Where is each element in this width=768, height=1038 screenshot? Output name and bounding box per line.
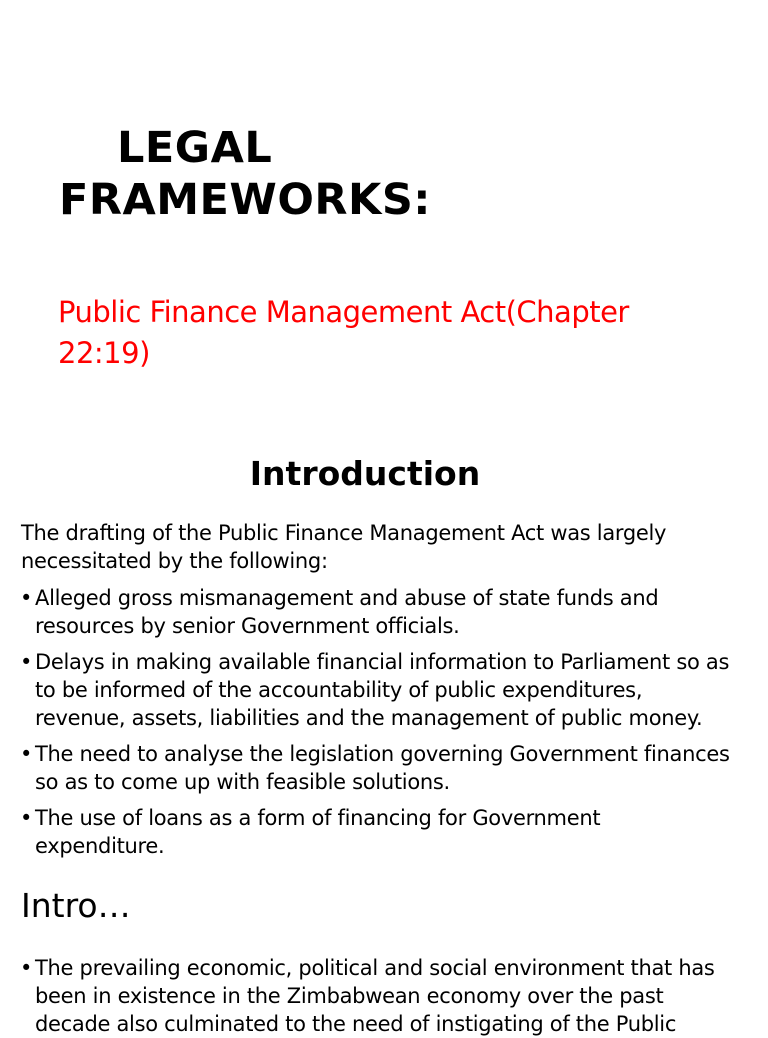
introduction-bullet-list (20, 584, 745, 868)
bullet-text-line1: The prevailing economic, political and social environment that has (35, 956, 715, 980)
bullet-text-line3: revenue, assets, liabilities and the management of public money. (35, 706, 703, 730)
bullet-icon: • (20, 650, 33, 674)
bullet-item-legislation (20, 740, 745, 796)
bullet-text-line2: been in existence in the Zimbabwean economy over the past (35, 984, 664, 1008)
introduction-paragraph-line1: The drafting of the Public Finance Management Act was largely (21, 521, 667, 545)
bullet-icon: • (20, 806, 33, 830)
slide-title (59, 122, 431, 226)
bullet-text-line1: The use of loans as a form of financing for Government (35, 806, 601, 830)
bullet-item-mismanagement (20, 584, 745, 640)
intro-continued-heading: Intro… (21, 886, 131, 925)
slide-subtitle (58, 292, 738, 374)
bullet-text-line2: resources by senior Government officials. (35, 614, 460, 638)
bullet-icon: • (20, 742, 33, 766)
bullet-text-line2: to be informed of the accountability of public expenditures, (35, 678, 643, 702)
bullet-item-loans (20, 804, 745, 860)
bullet-item-delays (20, 648, 745, 732)
bullet-text-line3: decade also culminated to the need of instigating of the Public (35, 1012, 677, 1036)
slide-title-line2: FRAMEWORKS: (59, 175, 432, 225)
bullet-text-line2: so as to come up with feasible solutions. (35, 770, 450, 794)
bullet-text-line1: Delays in making available financial information to Parliament so as (35, 650, 730, 674)
intro-continued-bullet-list (20, 954, 745, 1038)
bullet-text-line2: expenditure. (35, 834, 165, 858)
bullet-icon: • (20, 956, 33, 980)
introduction-paragraph (21, 519, 741, 575)
slide-subtitle-line1: Public Finance Management Act(Chapter (58, 295, 629, 329)
slide-title-line1: LEGAL (117, 123, 273, 173)
introduction-heading: Introduction (249, 454, 481, 493)
introduction-paragraph-line2: necessitated by the following: (21, 549, 328, 573)
slide-subtitle-line2: 22:19) (58, 336, 150, 370)
title-slide (0, 0, 768, 440)
intro-continued-slide (0, 860, 768, 1036)
bullet-text-line1: Alleged gross mismanagement and abuse of state funds and (35, 586, 659, 610)
introduction-slide (0, 440, 768, 860)
bullet-icon: • (20, 586, 33, 610)
bullet-item-environment (20, 954, 745, 1038)
bullet-text-line1: The need to analyse the legislation governing Government finances (35, 742, 730, 766)
